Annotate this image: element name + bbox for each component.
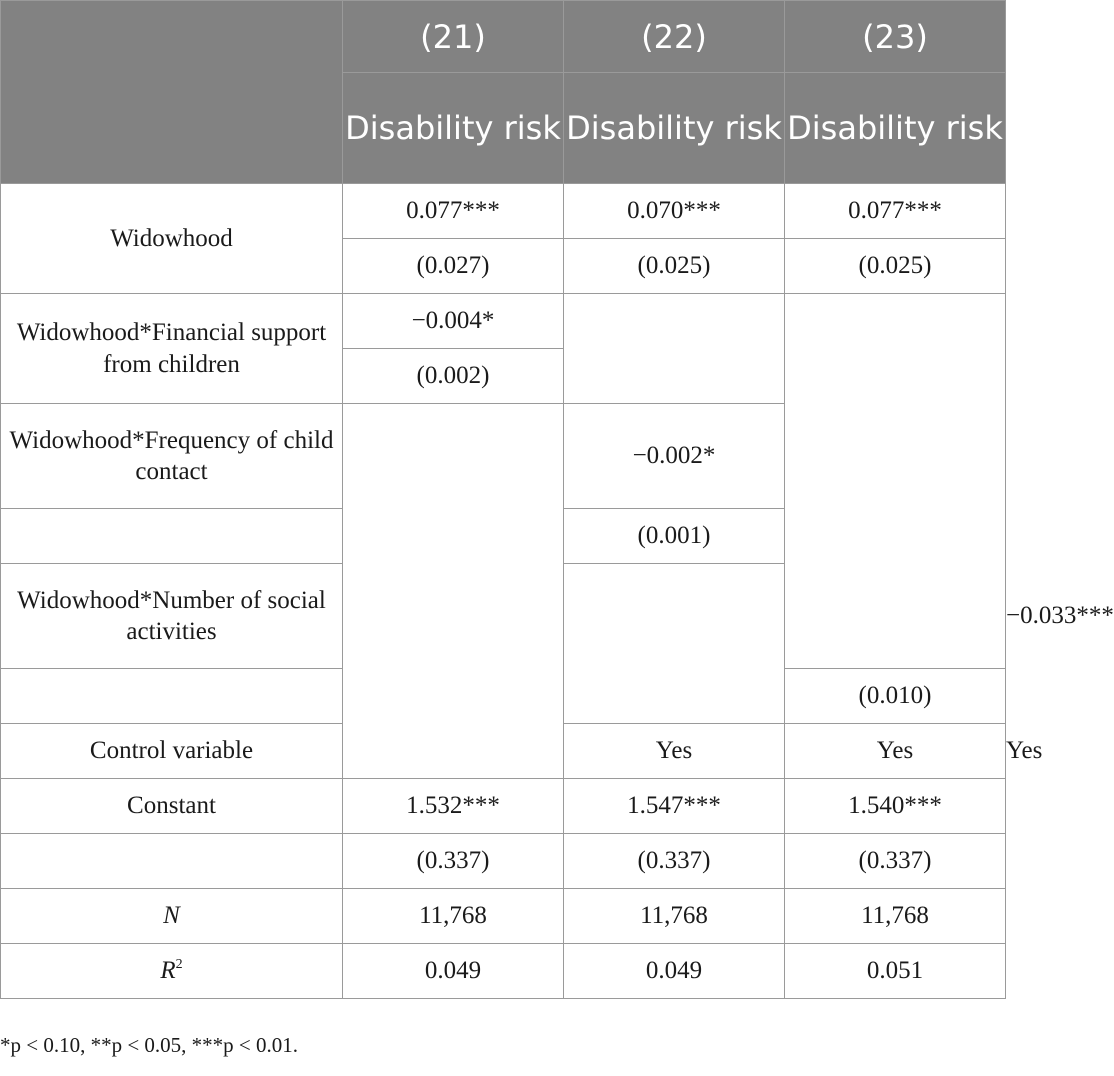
r2-23: 0.051 xyxy=(785,944,1006,999)
control-22: Yes xyxy=(785,724,1006,779)
dependent-variable-22: Disability risk xyxy=(564,73,785,184)
social-se-23: (0.010) xyxy=(785,669,1006,724)
n-22: 11,768 xyxy=(564,889,785,944)
row-label-child-contact: Widowhood*Frequency of child contact xyxy=(1,404,343,509)
dependent-variable-23: Disability risk xyxy=(785,73,1006,184)
empty-cell xyxy=(1,669,343,724)
widowhood-se-21: (0.027) xyxy=(343,239,564,294)
n-21: 11,768 xyxy=(343,889,564,944)
contact-coef-22: −0.002* xyxy=(564,404,785,509)
contact-se-22: (0.001) xyxy=(564,509,785,564)
r-squared-superscript: 2 xyxy=(175,957,183,973)
table-row: Control variable Yes Yes Yes xyxy=(1,724,1006,779)
table-row xyxy=(1,779,1006,834)
n-23: 11,768 xyxy=(785,889,1006,944)
widowhood-coef-22: 0.070*** xyxy=(564,184,785,239)
control-21: Yes xyxy=(564,724,785,779)
table-row xyxy=(1,834,1006,889)
r2-22: 0.049 xyxy=(564,944,785,999)
column-header-22: (22) xyxy=(564,1,785,73)
column-header-21: (21) xyxy=(343,1,564,73)
widowhood-coef-23: 0.077*** xyxy=(785,184,1006,239)
table-row xyxy=(1,184,1006,239)
row-label-social-activities: Widowhood*Number of social activities xyxy=(1,564,343,669)
constant-se-22: (0.337) xyxy=(564,834,785,889)
empty-cell xyxy=(343,404,564,779)
constant-coef-23: 1.540*** xyxy=(785,779,1006,834)
financial-se-21: (0.002) xyxy=(343,349,564,404)
column-header-23: (23) xyxy=(785,1,1006,73)
widowhood-se-23: (0.025) xyxy=(785,239,1006,294)
row-label-n xyxy=(1,889,343,944)
constant-coef-21: 1.532*** xyxy=(343,779,564,834)
row-label-widowhood: Widowhood xyxy=(1,184,343,294)
empty-cell xyxy=(1,834,343,889)
row-label-control-variable: Control variable xyxy=(1,724,343,779)
constant-coef-22: 1.547*** xyxy=(564,779,785,834)
empty-cell xyxy=(785,294,1006,669)
empty-cell xyxy=(1,509,343,564)
row-label-r-squared xyxy=(1,944,343,999)
dependent-variable-21: Disability risk xyxy=(343,73,564,184)
empty-cell xyxy=(564,294,785,404)
row-label-financial-support: Widowhood*Financial support from children xyxy=(1,294,343,404)
widowhood-coef-21: 0.077*** xyxy=(343,184,564,239)
n-symbol: N xyxy=(163,902,180,930)
table-row xyxy=(1,944,1006,999)
table-row xyxy=(1,889,1006,944)
header-corner xyxy=(1,1,343,184)
table-row: Widowhood*Number of social activities −0.033*** xyxy=(1,564,1006,669)
empty-cell xyxy=(564,564,785,724)
widowhood-se-22: (0.025) xyxy=(564,239,785,294)
r-symbol: R xyxy=(160,957,176,985)
row-label-constant: Constant xyxy=(1,779,343,834)
significance-footnote: *p < 0.10, **p < 0.05, ***p < 0.01. xyxy=(0,1033,299,1057)
financial-coef-21: −0.004* xyxy=(343,294,564,349)
constant-se-23: (0.337) xyxy=(785,834,1006,889)
constant-se-21: (0.337) xyxy=(343,834,564,889)
r2-21: 0.049 xyxy=(343,944,564,999)
table-row xyxy=(1,294,1006,349)
